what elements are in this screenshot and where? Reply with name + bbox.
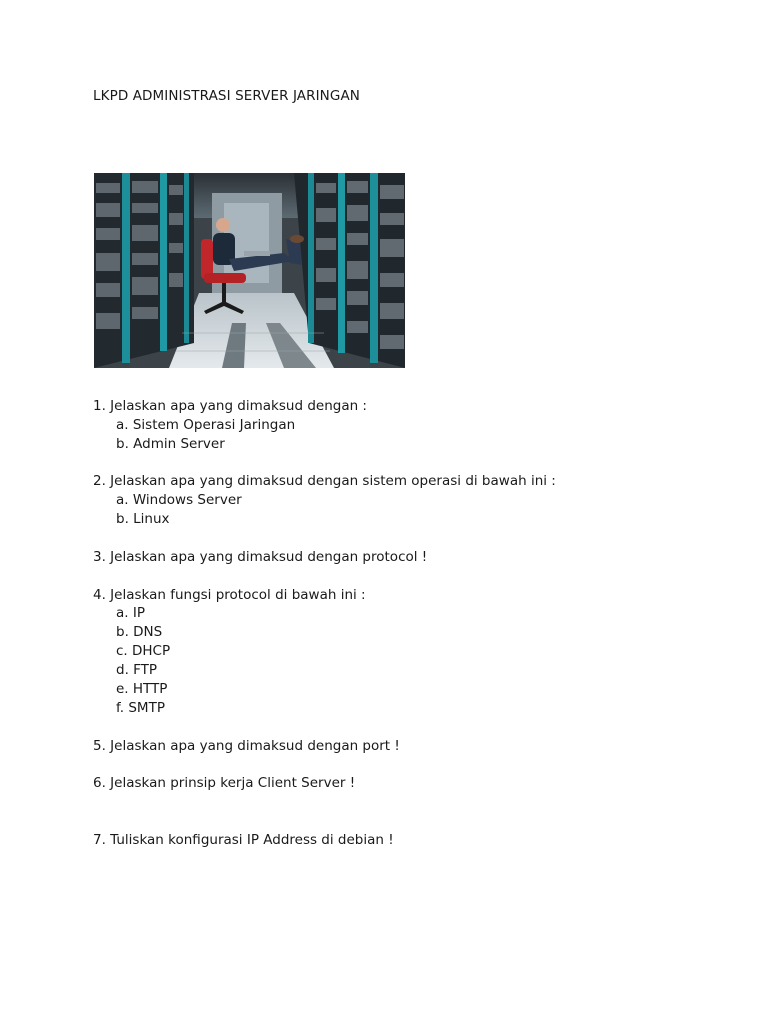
question-4-item-a: a. IP xyxy=(116,605,145,621)
question-2-item-b: b. Linux xyxy=(116,511,170,527)
question-1-item-a: a. Sistem Operasi Jaringan xyxy=(116,417,296,433)
question-5: 5. Jelaskan apa yang dimaksud dengan port ! xyxy=(93,738,400,754)
question-2: 2. Jelaskan apa yang dimaksud dengan sistem operasi di bawah ini : xyxy=(93,473,556,489)
question-1-item-b: b. Admin Server xyxy=(116,436,225,452)
question-2-item-a: a. Windows Server xyxy=(116,492,242,508)
question-1: 1. Jelaskan apa yang dimaksud dengan : xyxy=(93,398,367,414)
server-room-photo xyxy=(94,173,405,368)
question-4-item-d: d. FTP xyxy=(116,662,158,678)
page-title: LKPD ADMINISTRASI SERVER JARINGAN xyxy=(93,88,360,104)
question-7: 7. Tuliskan konfigurasi IP Address di debian ! xyxy=(93,832,394,848)
question-4-item-f: f. SMTP xyxy=(116,700,165,716)
question-4-item-c: c. DHCP xyxy=(116,643,171,659)
question-3: 3. Jelaskan apa yang dimaksud dengan protocol ! xyxy=(93,549,428,565)
question-4-item-e: e. HTTP xyxy=(116,681,168,697)
question-6: 6. Jelaskan prinsip kerja Client Server ! xyxy=(93,775,356,791)
server-room-illustration xyxy=(94,173,405,368)
question-4-item-b: b. DNS xyxy=(116,624,163,640)
question-4: 4. Jelaskan fungsi protocol di bawah ini : xyxy=(93,587,366,603)
